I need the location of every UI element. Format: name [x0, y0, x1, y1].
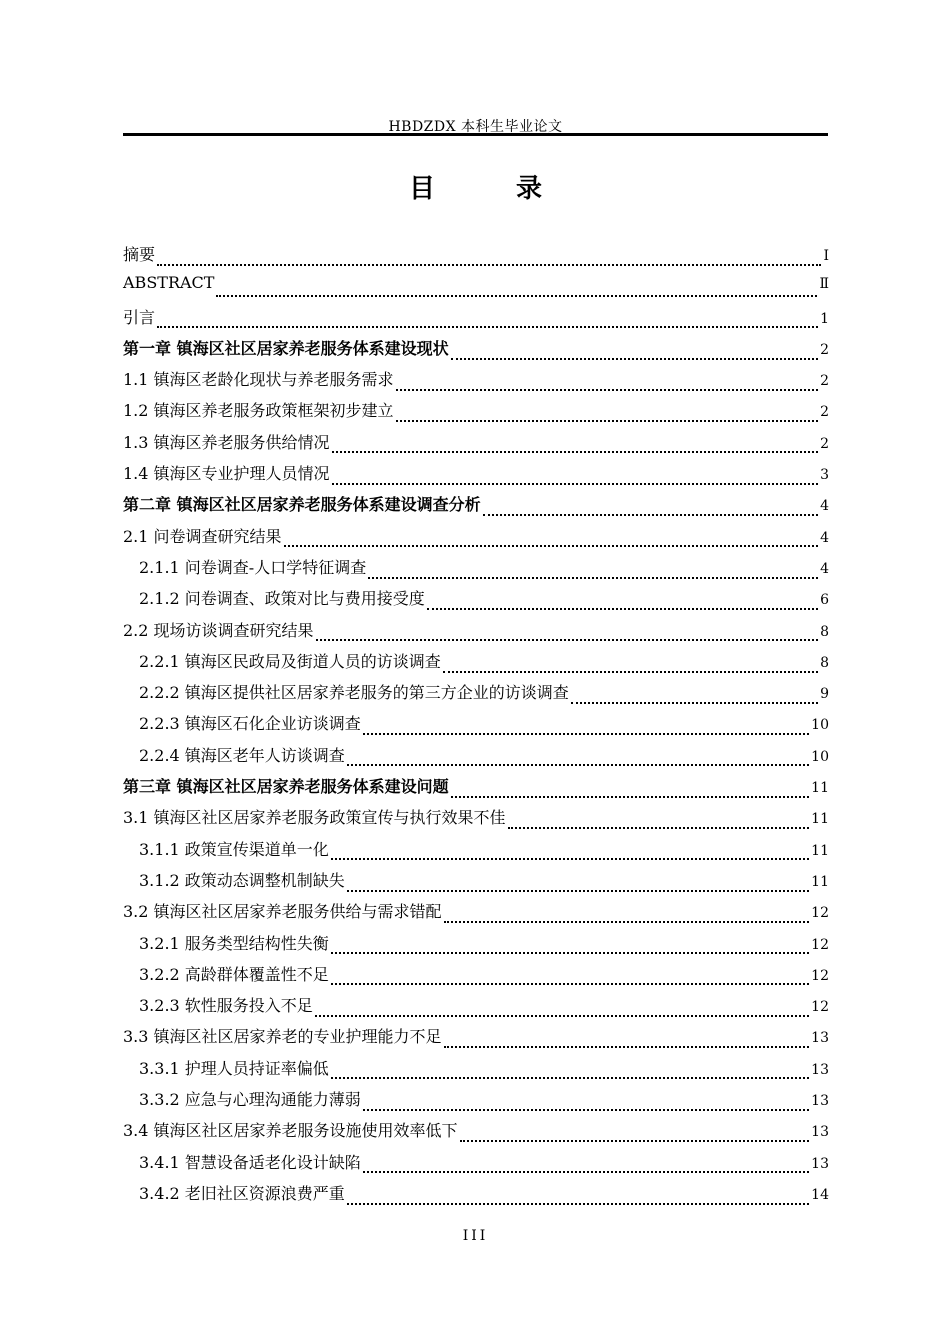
toc-entry-label: 引言	[123, 307, 156, 327]
toc-entry-page: 2	[820, 435, 829, 452]
toc-entry-label: 2.1.1 问卷调查-人口学特征调查	[139, 557, 367, 577]
toc-entry-page: 11	[811, 780, 829, 797]
toc-entry[interactable]	[123, 899, 829, 930]
toc-entry-page: 11	[811, 873, 829, 890]
toc-entry-page: 13	[811, 1124, 829, 1141]
toc-entry-page: 12	[811, 936, 829, 953]
dot-leader	[331, 983, 809, 985]
toc-entry-label: 2.2.3 镇海区石化企业访谈调查	[139, 714, 361, 734]
dot-leader	[368, 577, 818, 579]
toc-entry-label: 第三章 镇海区社区居家养老服务体系建设问题	[123, 777, 449, 797]
toc-entry[interactable]	[123, 492, 829, 523]
toc-entry-page: 10	[811, 748, 829, 765]
toc-entry-page: 14	[811, 1186, 829, 1203]
toc-entry[interactable]	[123, 868, 829, 899]
dot-leader	[332, 451, 819, 453]
toc-entry[interactable]	[123, 1056, 829, 1087]
toc-entry-page: 12	[811, 905, 829, 922]
toc-entry-label: 2.1.2 问卷调查、政策对比与费用接受度	[139, 589, 425, 609]
toc-entry[interactable]	[123, 1118, 829, 1149]
toc-entry[interactable]	[123, 993, 829, 1024]
dot-leader	[363, 733, 809, 735]
toc-entry[interactable]	[123, 273, 829, 304]
toc-entry-label: 3.2.1 服务类型结构性失衡	[139, 933, 329, 953]
table-of-contents	[123, 242, 829, 1212]
toc-entry-label: 摘要	[123, 245, 156, 264]
dot-leader	[396, 420, 819, 422]
dot-leader	[460, 1140, 810, 1142]
toc-entry-page: Ⅱ	[819, 276, 829, 293]
dot-leader	[444, 1046, 810, 1048]
toc-entry-page: 13	[811, 1061, 829, 1078]
toc-entry-page: 4	[820, 560, 829, 577]
dot-leader	[363, 1109, 809, 1111]
dot-leader	[347, 1203, 809, 1205]
toc-entry-label: 2.2.1 镇海区民政局及街道人员的访谈调查	[139, 651, 441, 671]
toc-entry-page: 11	[811, 842, 829, 859]
toc-entry[interactable]	[123, 1150, 829, 1181]
toc-entry[interactable]	[123, 461, 829, 492]
toc-entry-label: 3.3.2 应急与心理沟通能力薄弱	[139, 1090, 361, 1110]
toc-entry[interactable]	[123, 837, 829, 868]
toc-entry-label: 3.3 镇海区社区居家养老的专业护理能力不足	[123, 1027, 442, 1047]
toc-entry-label: 1.2 镇海区养老服务政策框架初步建立	[123, 401, 394, 421]
dot-leader	[427, 608, 818, 610]
dot-leader	[331, 858, 809, 860]
toc-entry-label: 3.4.2 老旧社区资源浪费严重	[139, 1183, 345, 1203]
toc-entry-page: 3	[820, 467, 829, 484]
toc-entry-page: 12	[811, 967, 829, 984]
dot-leader	[157, 264, 821, 266]
toc-entry[interactable]	[123, 524, 829, 555]
toc-entry-page: 13	[811, 1155, 829, 1172]
toc-entry[interactable]	[123, 1087, 829, 1118]
toc-entry-label: 3.2.2 高龄群体覆盖性不足	[139, 964, 329, 984]
toc-entry-label: 2.2 现场访谈调查研究结果	[123, 620, 314, 640]
toc-entry-page: 9	[820, 686, 829, 703]
dot-leader	[363, 1171, 809, 1173]
toc-entry[interactable]	[123, 305, 829, 336]
toc-title: 目 录	[408, 174, 579, 204]
dot-leader	[331, 1077, 809, 1079]
toc-entry[interactable]	[123, 805, 829, 836]
toc-entry[interactable]	[123, 1181, 829, 1212]
dot-leader	[444, 921, 810, 923]
toc-entry-page: 10	[811, 717, 829, 734]
toc-entry-label: 1.4 镇海区专业护理人员情况	[123, 464, 330, 484]
toc-entry-label: 3.2.3 软性服务投入不足	[139, 996, 313, 1016]
dot-leader	[332, 483, 819, 485]
dot-leader	[331, 952, 809, 954]
dot-leader	[216, 295, 817, 297]
dot-leader	[396, 389, 819, 391]
toc-entry[interactable]	[123, 398, 829, 429]
toc-entry-label: 3.2 镇海区社区居家养老服务供给与需求错配	[123, 902, 442, 922]
toc-entry[interactable]	[123, 430, 829, 461]
dot-leader	[508, 827, 810, 829]
toc-entry-label: ABSTRACT	[123, 273, 215, 293]
toc-entry-page: I	[823, 248, 829, 264]
toc-entry[interactable]	[123, 931, 829, 962]
running-header: HBDZDX 本科生毕业论文	[388, 119, 563, 135]
dot-leader	[571, 702, 818, 704]
toc-entry[interactable]	[123, 680, 829, 711]
toc-entry-label: 2.2.4 镇海区老年人访谈调查	[139, 745, 345, 765]
dot-leader	[284, 545, 819, 547]
toc-entry-page: 4	[820, 529, 829, 546]
toc-entry-page: 13	[811, 1093, 829, 1110]
dot-leader	[347, 890, 809, 892]
dot-leader	[315, 1015, 809, 1017]
toc-entry-label: 第二章 镇海区社区居家养老服务体系建设调查分析	[123, 495, 481, 515]
toc-entry-page: 4	[820, 498, 829, 515]
toc-entry-page: 11	[811, 811, 829, 828]
toc-entry-page: 1	[820, 310, 829, 327]
dot-leader	[316, 639, 819, 641]
toc-entry-label: 3.4.1 智慧设备适老化设计缺陷	[139, 1152, 361, 1172]
toc-entry-label: 2.1 问卷调查研究结果	[123, 526, 282, 546]
toc-entry-label: 3.3.1 护理人员持证率偏低	[139, 1058, 329, 1078]
toc-entry-label: 3.1 镇海区社区居家养老服务政策宣传与执行效果不佳	[123, 808, 506, 828]
toc-entry-page: 8	[820, 623, 829, 640]
toc-entry-label: 1.3 镇海区养老服务供给情况	[123, 432, 330, 452]
toc-entry-page: 12	[811, 999, 829, 1016]
header-rule	[123, 133, 828, 136]
toc-entry[interactable]	[123, 711, 829, 742]
toc-entry-page: 2	[820, 373, 829, 390]
toc-entry[interactable]	[123, 336, 829, 367]
toc-entry-label: 3.4 镇海区社区居家养老服务设施使用效率低下	[123, 1121, 458, 1141]
toc-entry[interactable]	[123, 618, 829, 649]
toc-entry-label: 2.2.2 镇海区提供社区居家养老服务的第三方企业的访谈调查	[139, 683, 569, 703]
toc-entry-page: 13	[811, 1030, 829, 1047]
dot-leader	[157, 326, 818, 328]
toc-entry[interactable]	[123, 586, 829, 617]
toc-entry[interactable]	[123, 743, 829, 774]
dot-leader	[483, 514, 819, 516]
toc-entry[interactable]	[123, 242, 829, 273]
dot-leader	[451, 796, 810, 798]
toc-entry-label: 3.1.2 政策动态调整机制缺失	[139, 870, 345, 890]
toc-entry-page: 2	[820, 341, 829, 358]
toc-entry[interactable]	[123, 649, 829, 680]
toc-entry[interactable]	[123, 962, 829, 993]
toc-entry-page: 8	[820, 654, 829, 671]
toc-entry-label: 第一章 镇海区社区居家养老服务体系建设现状	[123, 338, 449, 358]
page-number: III	[462, 1228, 489, 1244]
toc-entry[interactable]	[123, 774, 829, 805]
dot-leader	[451, 358, 819, 360]
toc-entry-page: 2	[820, 404, 829, 421]
toc-entry[interactable]	[123, 367, 829, 398]
toc-entry[interactable]	[123, 1024, 829, 1055]
toc-entry-page: 6	[820, 592, 829, 609]
toc-entry-label: 3.1.1 政策宣传渠道单一化	[139, 839, 329, 859]
dot-leader	[347, 764, 809, 766]
dot-leader	[443, 671, 818, 673]
toc-entry-label: 1.1 镇海区老龄化现状与养老服务需求	[123, 370, 394, 390]
toc-entry[interactable]	[123, 555, 829, 586]
